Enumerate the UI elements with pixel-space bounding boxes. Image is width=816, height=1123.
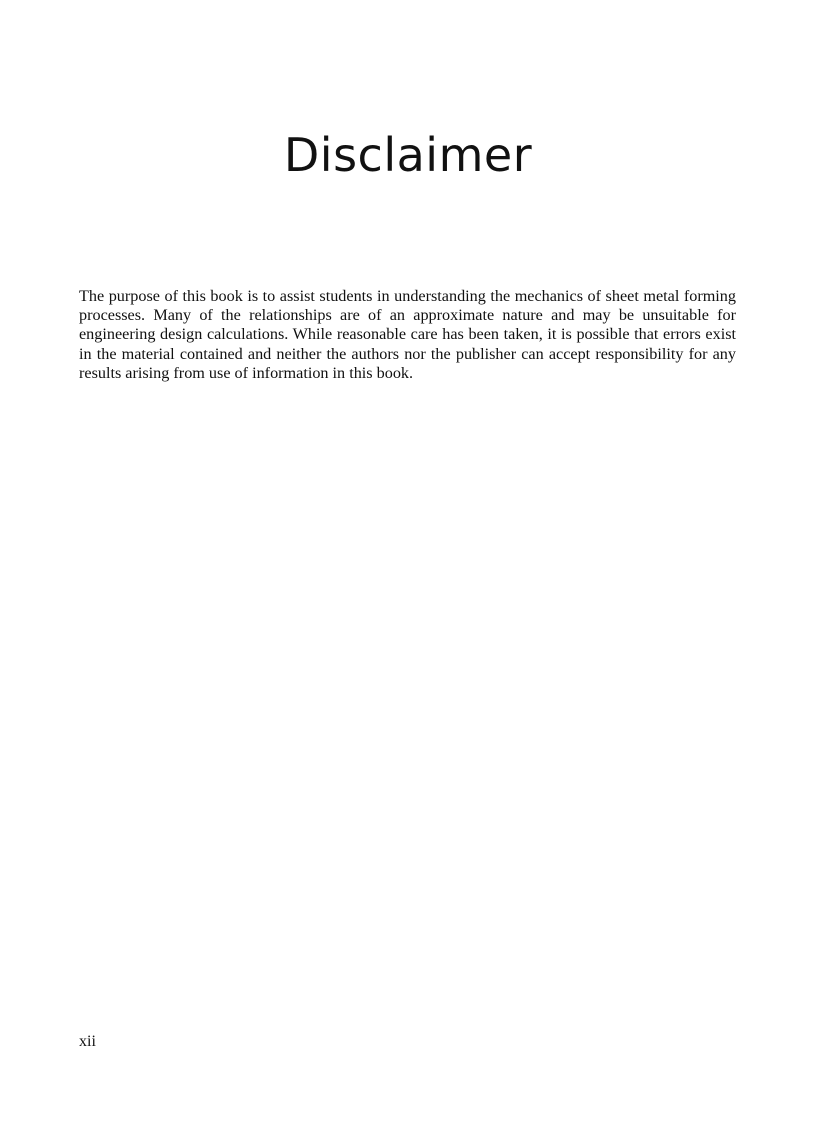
page-number: xii [79,1033,96,1050]
page-title: Disclaimer [283,128,533,182]
disclaimer-paragraph: The purpose of this book is to assist students in understanding the mechanics of sheet metal forming processes. Many of the relationships are of an approximate nature and may be unsuitable for engineering design calculations. While reasonable care has been taken, it is possible that errors exist in the material contained and neither the authors nor the publisher can accept responsibility for any results arising from use of information in this book. [79,287,736,382]
